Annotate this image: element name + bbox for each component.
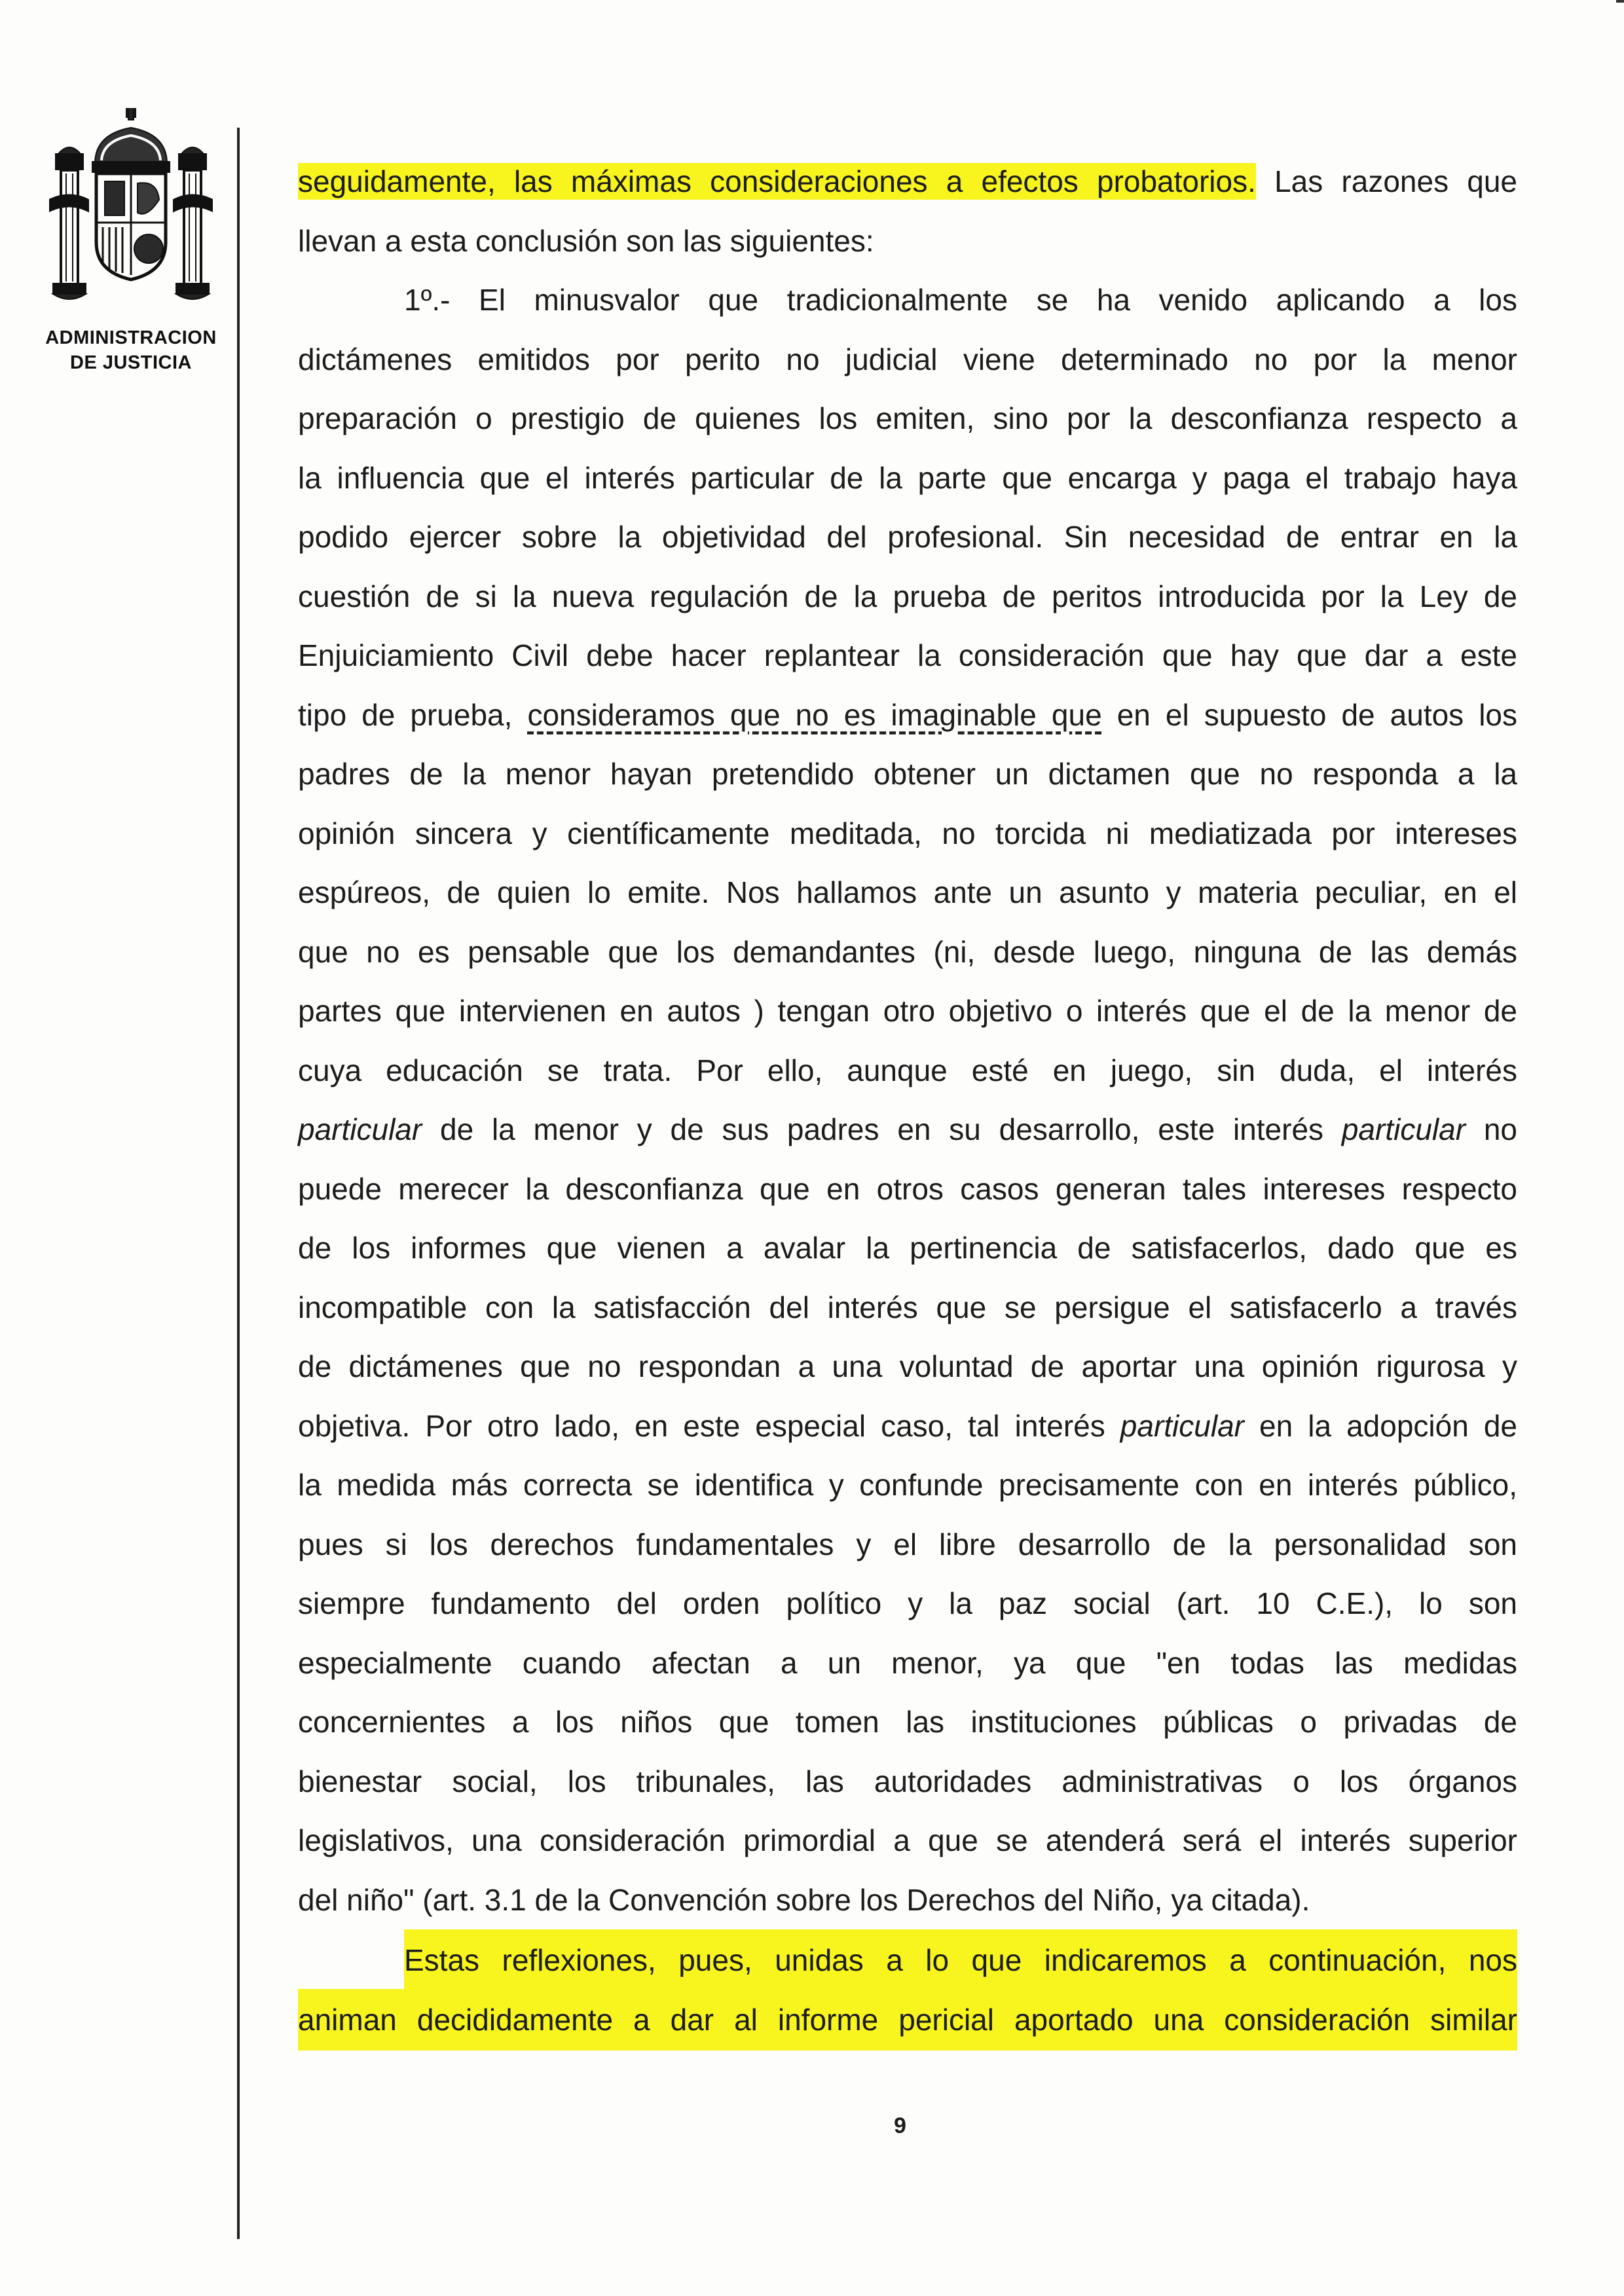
- text-line: seguidamente, las máximas consideraciones a efectos probatorios. Las razones que: [298, 164, 1518, 198]
- text-line: objetiva. Por otro lado, en este especial caso, tal interés particular en la adopción de: [298, 1408, 1517, 1443]
- text-line: preparación o prestigio de quienes los emiten, sino por la desconfianza respecto a: [298, 401, 1517, 435]
- text-line: especialmente cuando afectan a un menor, ya que "en todas las medidas: [298, 1645, 1517, 1680]
- text-line: que no es pensable que los demandantes (ni, desde luego, ninguna de las demás: [298, 934, 1517, 969]
- text-line: la medida más correcta se identifica y confunde precisamente con en interés público,: [298, 1468, 1517, 1502]
- text-line: concernientes a los niños que tomen las instituciones públicas o privadas de: [298, 1705, 1517, 1739]
- text-line: partes que intervienen en autos ) tengan otro objetivo o interés que el de la menor de: [298, 994, 1517, 1028]
- highlighted-text: seguidamente, las máximas consideraciones a efectos probatorios.: [298, 164, 1256, 198]
- page-number: 9: [894, 2113, 906, 2138]
- highlighted-text: animan decididamente a dar al informe pericial aportado una consideración similar: [298, 1989, 1517, 2051]
- institution-name-line1: ADMINISTRACION: [45, 327, 217, 348]
- text-line: [298, 1929, 1517, 1989]
- text-line: llevan a esta conclusión son las siguientes:: [298, 223, 874, 258]
- text-line: de dictámenes que no respondan a una voluntad de aportar una opinión rigurosa y: [298, 1349, 1517, 1383]
- document-body: [298, 152, 1517, 2048]
- text-line: cuestión de si la nueva regulación de la prueba de peritos introducida por la Ley de: [298, 579, 1517, 613]
- spanish-coat-of-arms-icon: [49, 108, 213, 311]
- text-line: [298, 1989, 1517, 2049]
- margin-rule: [237, 128, 240, 2239]
- text-line: podido ejercer sobre la objetividad del profesional. Sin necesidad de entrar en la: [298, 520, 1517, 554]
- institution-name-line2: DE JUSTICIA: [70, 352, 192, 373]
- text-line: espúreos, de quien lo emite. Nos hallamos ante un asunto y materia peculiar, en el: [298, 875, 1517, 909]
- scan-edge-mark: [1616, 0, 1624, 3]
- text-line: de los informes que vienen a avalar la pertinencia de satisfacerlos, dado que es: [298, 1231, 1517, 1265]
- text-line: dictámenes emitidos por perito no judicial viene determinado no por la menor: [298, 342, 1517, 376]
- letterhead: [36, 108, 226, 386]
- highlighted-text: Estas reflexiones, pues, unidas a lo que indicaremos a continuación, nos: [404, 1929, 1517, 1992]
- text-line: legislativos, una consideración primordial a que se atenderá será el interés superior: [298, 1823, 1517, 1857]
- text-line: pues si los derechos fundamentales y el libre desarrollo de la personalidad son: [298, 1527, 1517, 1561]
- text-line: Enjuiciamiento Civil debe hacer replantear la consideración que hay que dar a este: [298, 638, 1517, 672]
- text-line: tipo de prueba, consideramos que no es imaginable que en el supuesto de autos los: [298, 697, 1518, 732]
- text-line: incompatible con la satisfacción del interés que se persigue el satisfacerlo a través: [298, 1290, 1517, 1324]
- underlined-text: consideramos que no es imaginable que: [527, 697, 1102, 732]
- text-line: siempre fundamento del orden político y la paz social (art. 10 C.E.), lo son: [298, 1586, 1517, 1620]
- text-line: puede merecer la desconfianza que en otros casos generan tales intereses respecto: [298, 1171, 1517, 1206]
- text-line: opinión sincera y científicamente meditada, no torcida ni mediatizada por intereses: [298, 816, 1517, 850]
- text-line: particular de la menor y de sus padres en su desarrollo, este interés particular no: [298, 1112, 1517, 1146]
- text-line: la influencia que el interés particular de la parte que encarga y paga el trabajo haya: [298, 460, 1517, 495]
- text-line: bienestar social, los tribunales, las autoridades administrativas o los órganos: [298, 1764, 1517, 1798]
- text-line: del niño" (art. 3.1 de la Convención sobre los Derechos del Niño, ya citada).: [298, 1882, 1310, 1917]
- text-line: padres de la menor hayan pretendido obtener un dictamen que no responda a la: [298, 757, 1517, 791]
- text-line: 1º.- El minusvalor que tradicionalmente se ha venido aplicando a los: [404, 283, 1517, 317]
- text-line: cuya educación se trata. Por ello, aunque esté en juego, sin duda, el interés: [298, 1053, 1517, 1087]
